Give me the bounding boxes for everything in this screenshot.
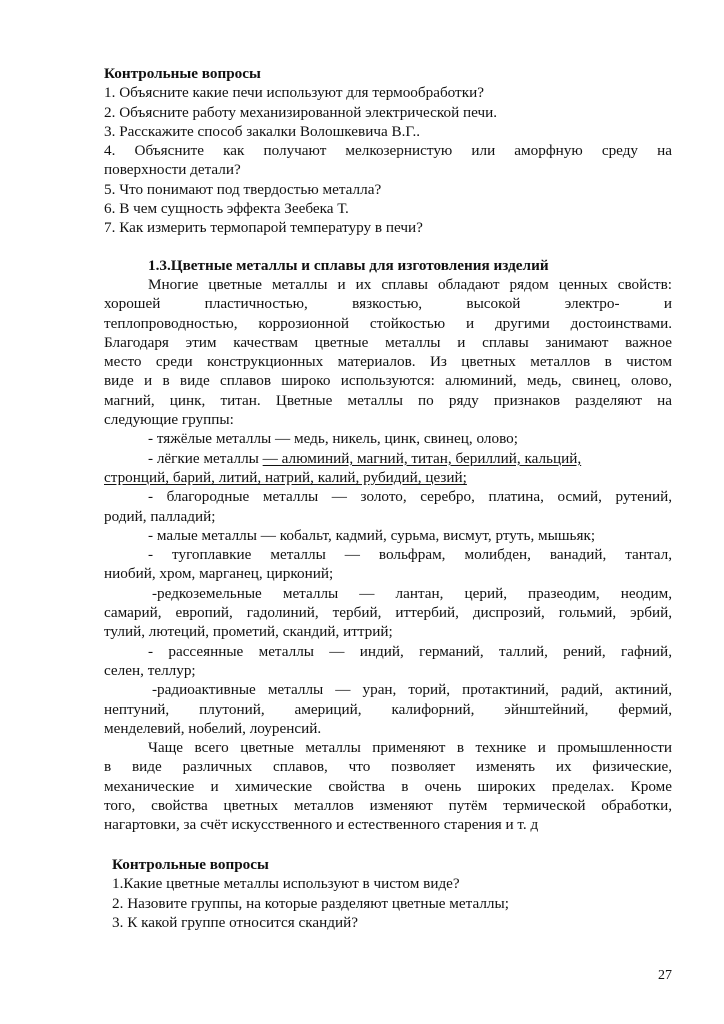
chapter-body [104,275,672,835]
section-heading-2: Контрольные вопросы [112,856,269,873]
group-light-list-cont: стронций, барий, литий, натрий, калий, рубидий, цезий; [104,468,467,486]
control-questions-1 [104,64,672,238]
page-number: 27 [658,968,672,983]
question-1: 1. Объясните какие печи используют для термообработки? [104,84,484,102]
p2-line-1: Чаще всего цветные металлы применяют в технике и промышленности [148,739,672,757]
group-rare-earth-cont-2: тулий, лютеций, прометий, скандий, иттрий; [104,623,393,641]
group-light-list: — алюминий, магний, титан, бериллий, кальций, [262,449,582,467]
group-radioactive-cont-1: нептуний, плутоний, америций, калифорний, эйнштейний, фермий, [104,700,672,718]
question-2-2: 2. Назовите группы, на которые разделяют цветные металлы; [112,894,509,912]
question-4-line-2: поверхности детали? [104,161,241,179]
p1-line-6: виде и в виде сплавов широко используются: алюминий, медь, свинец, олово, [104,372,672,390]
p2-line-4: того, свойства цветных металлов изменяют путём термической обработки, [104,797,672,815]
question-2-3: 3. К какой группе относится скандий? [112,913,358,931]
group-refractory: - тугоплавкие металлы — вольфрам, молибден, ванадий, тантал, [148,546,672,564]
p2-line-3: механические и химические свойства в очень широких пределах. Кроме [104,777,672,795]
question-3: 3. Расскажите способ закалки Волошкевича В.Г.. [104,122,421,140]
group-noble-cont: родий, палладий; [104,507,216,525]
chapter-title: 1.3.Цветные металлы и сплавы для изготовления изделий [148,257,549,274]
question-7: 7. Как измерить термопарой температуру в печи? [104,219,423,237]
question-6: 6. В чем сущность эффекта Зеебека Т. [104,200,349,218]
question-2-1: 1.Какие цветные металлы используют в чистом виде? [112,875,460,893]
question-5: 5. Что понимают под твердостью металла? [104,180,382,198]
group-rare-earth-cont-1: самарий, европий, гадолиний, тербий, иттербий, диспрозий, гольмий, эрбий, [104,604,672,622]
p1-line-2: хорошей пластичностью, вязкостью, высокой электро- и [104,295,672,313]
group-noble: - благородные металлы — золото, серебро, платина, осмий, рутений, [148,488,672,506]
group-minor: - малые металлы — кобальт, кадмий, сурьма, висмут, ртуть, мышьяк; [148,526,596,544]
group-radioactive-cont-2: менделевий, нобелий, лоуренсий. [104,719,322,737]
p1-line-8: следующие группы: [104,411,234,429]
group-scattered-cont: селен, теллур; [104,661,196,679]
group-light [104,449,672,468]
question-4-line-1: 4. Объясните как получают мелкозернистую или аморфную среду на [104,142,672,160]
p2-line-2: в виде различных сплавов, что позволяет изменять их физические, [104,758,672,776]
group-light-label: - лёгкие металлы [148,449,259,467]
p1-line-7: магний, цинк, титан. Цветные металлы по ряду признаков разделяют на [104,391,672,409]
p1-line-1: Многие цветные металлы и их сплавы обладают рядом ценных свойств: [148,276,672,293]
group-radioactive: -радиоактивные металлы — уран, торий, протактиний, радий, актиний, [152,681,672,699]
group-rare-earth: -редкоземельные металлы — лантан, церий, празеодим, неодим, [152,584,672,602]
section-heading: Контрольные вопросы [104,65,261,82]
control-questions-2 [112,855,672,932]
p2-line-5: нагартовки, за счёт искусственного и естественного старения и т. д [104,816,539,834]
p1-line-3: теплопроводностью, коррозионной стойкостью и другими достоинствами. [104,314,672,332]
p1-line-5: место среди конструкционных материалов. Из цветных металлов в чистом [104,353,672,371]
group-heavy: - тяжёлые металлы — медь, никель, цинк, свинец, олово; [148,430,518,448]
group-refractory-cont: ниобий, хром, марганец, цирконий; [104,565,334,583]
group-scattered: - рассеянные металлы — индий, германий, таллий, рений, гафний, [148,642,672,660]
question-2: 2. Объясните работу механизированной электрической печи. [104,103,498,121]
p1-line-4: Благодаря этим качествам цветные металлы и сплавы занимают важное [104,333,672,351]
